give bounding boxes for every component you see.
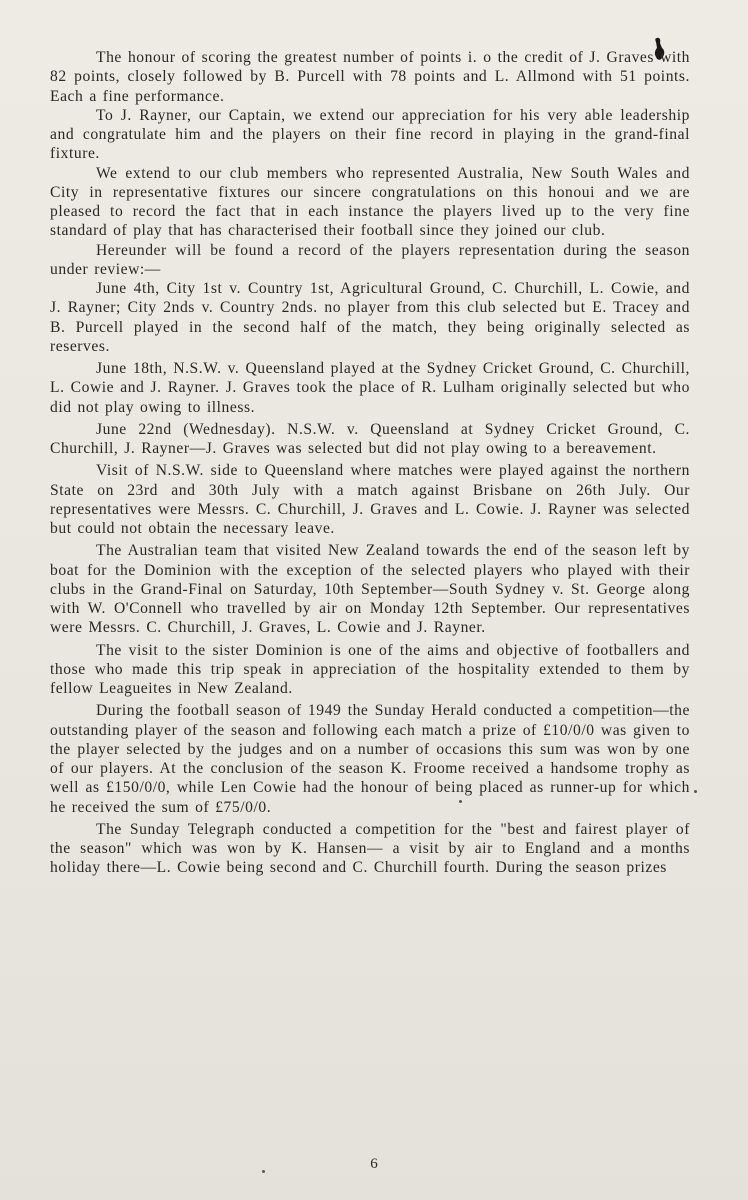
- paragraph-points-scoring: The honour of scoring the greatest number of points i. o the credit of J. Graves with 82 points, closely followed by B. Purcell with 78 points and L. Allmond with 51 points. Each a fine performance.: [50, 49, 690, 105]
- paragraph-sister-dominion: The visit to the sister Dominion is one of the aims and objective of footballers and those who made this trip speak in appreciation of the hospitality extended to them by fellow Leagueites in New Zealand.: [50, 641, 690, 697]
- paragraph-june-4th: June 4th, City 1st v. Country 1st, Agricultural Ground, C. Churchill, L. Cowie, and J. Rayner; City 2nds v. Country 2nds. no player from this club selected but E. Tracey and B. Purcell played in the second half of the match, they being originally selected as reserves.: [50, 280, 690, 355]
- paragraph-sunday-herald: During the football season of 1949 the Sunday Herald conducted a competition—the outstanding player of the season and following each match a prize of £10/0/0 was given to the player selected by the judges and on a number of occasions this sum was won by one of our players. At the conclusion of the season K. Froome received a handsome trophy as well as £150/0/0, while Len Cowie had the honour of being placed as runner-up for which he received the sum of £75/0/0.: [50, 702, 690, 816]
- paragraph-captain: To J. Rayner, our Captain, we extend our appreciation for his very able leadership and congratulate him and the players on their fine record in playing in the grand-final fixture.: [50, 106, 690, 163]
- paragraph-new-zealand-tour: The Australian team that visited New Zealand towards the end of the season left by boat for the Dominion with the exception of the selected players who played with their clubs in the Grand-Final on Saturday, 10th September—South Sydney v. St. George along with W. O'Connell who travelled by air on Monday 12th September. Our representatives were Messrs. C. Churchill, J. Graves, L. Cowie and J. Rayner.: [50, 542, 690, 637]
- stray-mark: [459, 800, 462, 803]
- stray-mark: [694, 790, 697, 793]
- body-text: [50, 48, 690, 878]
- paragraph-june-22nd: June 22nd (Wednesday). N.S.W. v. Queensland at Sydney Cricket Ground, C. Churchill, J. Rayner—J. Graves was selected but did not play owing to a bereavement.: [50, 420, 690, 457]
- paragraph-record-intro: Hereunder will be found a record of the players representation during the season under review:—: [50, 241, 690, 278]
- paragraph-representatives-congratulations: We extend to our club members who represented Australia, New South Wales and City in representative fixtures our sincere congratulations on this honoui and we are pleased to record the fact that in each instance the players lived up to the very fine standard of play that has characterised their football since they joined our club.: [50, 164, 690, 240]
- paragraph-queensland-visit: Visit of N.S.W. side to Queensland where matches were played against the northern State on 23rd and 30th July with a match against Brisbane on 26th July. Our representatives were Messrs. C. Churchill, J. Graves and L. Cowie. J. Rayner was selected but could not obtain the necessary leave.: [50, 462, 690, 537]
- paragraph-sunday-telegraph: The Sunday Telegraph conducted a competition for the "best and fairest player of the season" which was won by K. Hansen— a visit by air to England and a months holiday there—L. Cowie being second and C. Churchill fourth. During the season prizes: [50, 820, 690, 877]
- paragraph-june-18th: June 18th, N.S.W. v. Queensland played at the Sydney Cricket Ground, C. Churchill, L. Cowie and J. Rayner. J. Graves took the place of R. Lulham originally selected but who did not play owing to illness.: [50, 360, 690, 416]
- page-number: 6: [370, 1156, 378, 1172]
